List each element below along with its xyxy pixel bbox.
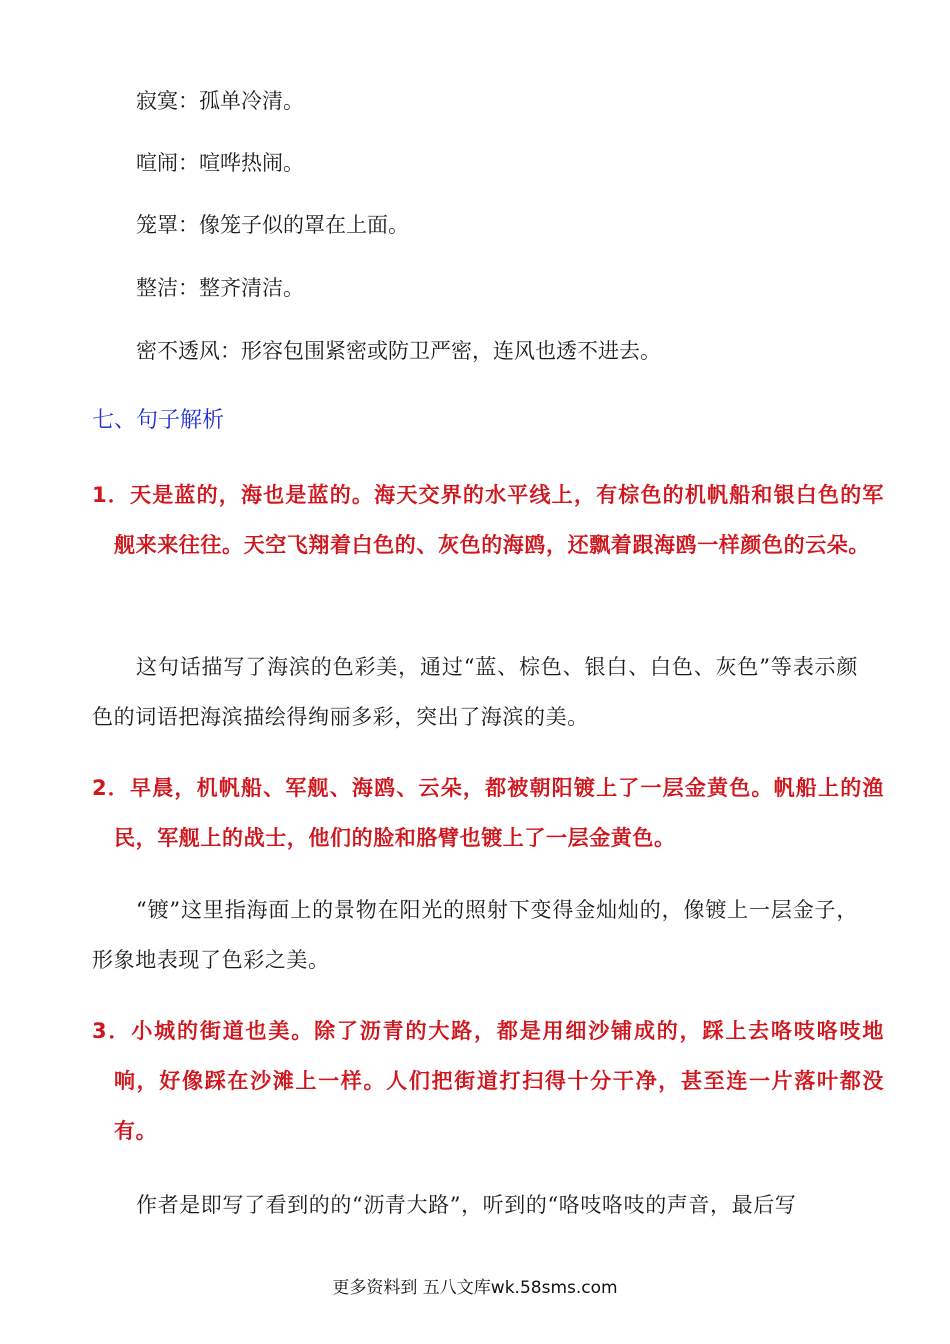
vocab-term: 整洁 [136,276,178,300]
vocab-separator: ： [178,151,199,175]
vocab-separator: ： [178,213,199,237]
vocab-definition: 喧哗热闹。 [199,151,304,175]
sentence-number: 2． [92,776,130,800]
vocab-definition: 孤单冷清。 [199,89,304,113]
vocab-term: 密不透风 [136,339,220,363]
sentence-item [92,1006,884,1156]
vocab-definition: 像笼子似的罩在上面。 [199,213,409,237]
sentence-item [92,470,884,570]
vocab-separator: ： [178,89,199,113]
sentence-number: 3． [92,1019,132,1043]
vocab-term: 笼罩 [136,213,178,237]
vocab-entry [136,336,661,366]
vocab-separator: ： [220,339,241,363]
sentence-text: 早晨，机帆船、军舰、海鸥、云朵，都被朝阳镀上了一层金黄色。帆船上的渔民，军舰上的战士，他们的脸和胳臂也镀上了一层金黄色。 [114,776,884,850]
vocab-separator: ： [178,276,199,300]
vocab-entry [136,86,304,116]
vocab-entry [136,273,304,303]
sentence-text: 小城的街道也美。除了沥青的大路，都是用细沙铺成的，踩上去咯吱咯吱地响，好像踩在沙滩上一样。人们把街道打扫得十分干净，甚至连一片落叶都没有。 [114,1019,885,1143]
section-heading: 七、句子解析 [92,408,225,433]
sentence-analysis: “镀”这里指海面上的景物在阳光的照射下变得金灿灿的，像镀上一层金子，形象地表现了色彩之美。 [92,898,858,972]
vocab-definition: 形容包围紧密或防卫严密，连风也透不进去。 [241,339,661,363]
sentence-analysis: 这句话描写了海滨的色彩美，通过“蓝、棕色、银白、白色、灰色”等表示颜色的词语把海滨描绘得绚丽多彩，突出了海滨的美。 [92,655,858,729]
vocab-term: 喧闹 [136,151,178,175]
sentence-analysis: 作者是即写了看到的的“沥青大路”，听到的“咯吱咯吱的声音，最后写 [136,1193,797,1217]
sentence-item [92,763,884,863]
vocab-term: 寂寞 [136,89,178,113]
vocab-entry [136,210,409,240]
vocab-entry [136,148,304,178]
sentence-number: 1． [92,483,130,507]
footer-link-text: 更多资料到 五八文库wk.58sms.com [332,1278,618,1298]
vocab-definition: 整齐清洁。 [199,276,304,300]
sentence-text: 天是蓝的，海也是蓝的。海天交界的水平线上，有棕色的机帆船和银白色的军舰来来往往。天空飞翔着白色的、灰色的海鸥，还飘着跟海鸥一样颜色的云朵。 [114,483,884,557]
